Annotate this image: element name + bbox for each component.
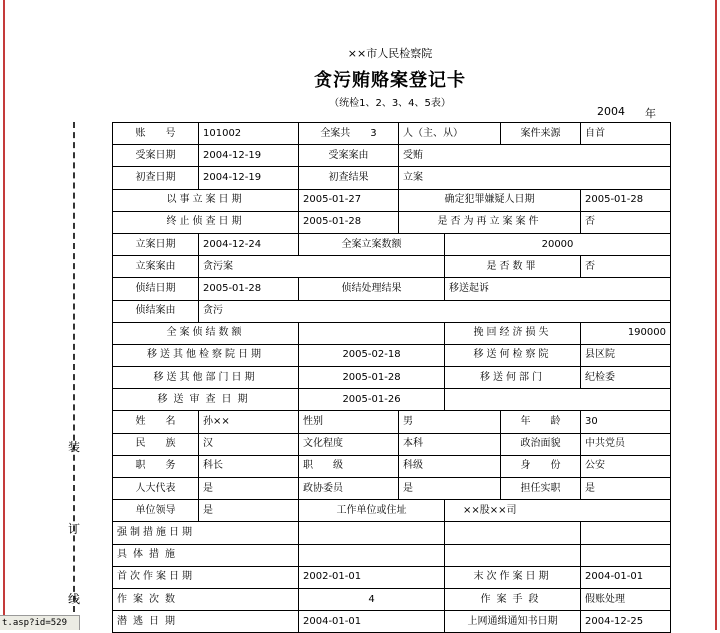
value-identity: 公安 bbox=[581, 455, 671, 477]
label-crime-count: 作案次数 bbox=[113, 588, 299, 610]
label-filing-cause: 立案案由 bbox=[113, 256, 199, 278]
form-row bbox=[113, 145, 671, 167]
form-row bbox=[113, 367, 671, 389]
form-row bbox=[113, 233, 671, 255]
page-title: 贪污贿赂案登记卡 bbox=[314, 70, 466, 91]
value-education: 本科 bbox=[399, 433, 501, 455]
label-transfer-dept-date: 移送其他部门日期 bbox=[113, 367, 299, 389]
value-account-no: 101002 bbox=[199, 123, 299, 145]
status-bar-url: t.asp?id=529 bbox=[0, 615, 80, 630]
value-ethnicity: 汉 bbox=[199, 433, 299, 455]
value-closing-result: 移送起诉 bbox=[445, 278, 671, 300]
value-crime-method: 假账处理 bbox=[581, 588, 671, 610]
binding-char-ding: 订 bbox=[68, 522, 81, 536]
value-transfer-procuratorate-date: 2005-02-18 bbox=[299, 344, 445, 366]
label-age: 年 龄 bbox=[501, 411, 581, 433]
label-total-persons: 全案共 3 bbox=[299, 123, 399, 145]
label-prelim-result: 初查结果 bbox=[299, 167, 399, 189]
binding-char-zhuang: 装 bbox=[68, 440, 81, 454]
binding-char-xian: 线 bbox=[68, 592, 81, 606]
form-row bbox=[113, 123, 671, 145]
label-holds-office: 担任实职 bbox=[501, 478, 581, 500]
form-row bbox=[113, 211, 671, 233]
empty-cell bbox=[299, 544, 445, 566]
label-wanted-notice-date: 上网通缉通知书日期 bbox=[445, 611, 581, 633]
label-gender: 性别 bbox=[299, 411, 399, 433]
value-name: 孙×× bbox=[199, 411, 299, 433]
form-row bbox=[113, 500, 671, 522]
value-wanted-notice-date: 2004-12-25 bbox=[581, 611, 671, 633]
label-closing-date: 侦结日期 bbox=[113, 278, 199, 300]
value-intake-date: 2004-12-19 bbox=[199, 145, 299, 167]
binding-dashed-line bbox=[73, 122, 75, 612]
value-case-by-fact-date: 2005-01-27 bbox=[299, 189, 399, 211]
empty-cell bbox=[581, 544, 671, 566]
form-row bbox=[113, 256, 671, 278]
label-reopened-case: 是否为再立案案件 bbox=[399, 211, 581, 233]
value-prelim-date: 2004-12-19 bbox=[199, 167, 299, 189]
organization-name: ××市人民检察院 bbox=[347, 47, 433, 60]
form-row bbox=[113, 588, 671, 610]
form-row bbox=[113, 322, 671, 344]
form-row bbox=[113, 300, 671, 322]
value-npc-deputy: 是 bbox=[199, 478, 299, 500]
value-transfer-dept: 纪检委 bbox=[581, 367, 671, 389]
value-reopened-case: 否 bbox=[581, 211, 671, 233]
label-cppcc-member: 政协委员 bbox=[299, 478, 399, 500]
form-row bbox=[113, 566, 671, 588]
value-unit-leader: 是 bbox=[199, 500, 299, 522]
label-suspect-confirmed-date: 确定犯罪嫌疑人日期 bbox=[399, 189, 581, 211]
case-registration-form bbox=[112, 122, 671, 633]
label-case-by-fact-date: 以事立案日期 bbox=[113, 189, 299, 211]
form-row bbox=[113, 544, 671, 566]
year-value: 2004 bbox=[597, 105, 625, 118]
label-first-crime-date: 首次作案日期 bbox=[113, 566, 299, 588]
value-flight-date: 2004-01-01 bbox=[299, 611, 445, 633]
form-row bbox=[113, 455, 671, 477]
value-cppcc-member: 是 bbox=[399, 478, 501, 500]
form-row bbox=[113, 433, 671, 455]
label-education: 文化程度 bbox=[299, 433, 399, 455]
value-holds-office: 是 bbox=[581, 478, 671, 500]
label-recovered-loss: 挽回经济损失 bbox=[445, 322, 581, 344]
form-row bbox=[113, 411, 671, 433]
value-position: 科长 bbox=[199, 455, 299, 477]
empty-cell bbox=[581, 522, 671, 544]
label-closing-result: 侦结处理结果 bbox=[299, 278, 445, 300]
label-intake-date: 受案日期 bbox=[113, 145, 199, 167]
page-subtitle: （统检1、2、3、4、5表） bbox=[329, 98, 451, 109]
value-crime-count: 4 bbox=[299, 588, 445, 610]
label-transfer-dept: 移送何部门 bbox=[445, 367, 581, 389]
value-filing-date: 2004-12-24 bbox=[199, 233, 299, 255]
value-gender: 男 bbox=[399, 411, 501, 433]
value-case-source: 自首 bbox=[581, 123, 671, 145]
label-ethnicity: 民 族 bbox=[113, 433, 199, 455]
form-row bbox=[113, 611, 671, 633]
form-row bbox=[113, 522, 671, 544]
label-multiple-crimes: 是否数罪 bbox=[445, 256, 581, 278]
label-crime-method: 作案手段 bbox=[445, 588, 581, 610]
value-suspect-confirmed-date: 2005-01-28 bbox=[581, 189, 671, 211]
empty-cell bbox=[445, 389, 671, 411]
value-transfer-dept-date: 2005-01-28 bbox=[299, 367, 445, 389]
value-recovered-loss: 190000 bbox=[581, 322, 671, 344]
value-multiple-crimes: 否 bbox=[581, 256, 671, 278]
empty-cell bbox=[445, 522, 581, 544]
label-position: 职 务 bbox=[113, 455, 199, 477]
form-row bbox=[113, 389, 671, 411]
label-prelim-date: 初查日期 bbox=[113, 167, 199, 189]
label-specific-measure: 具体措施 bbox=[113, 544, 299, 566]
value-closing-cause: 贪污 bbox=[199, 300, 671, 322]
value-review-date: 2005-01-26 bbox=[299, 389, 445, 411]
label-rank: 职 级 bbox=[299, 455, 399, 477]
label-transfer-procuratorate: 移送何检察院 bbox=[445, 344, 581, 366]
form-row bbox=[113, 167, 671, 189]
label-case-source: 案件来源 bbox=[501, 123, 581, 145]
label-coercive-measure-date: 强制措施日期 bbox=[113, 522, 299, 544]
value-filing-cause: 贪污案 bbox=[199, 256, 445, 278]
label-name: 姓 名 bbox=[113, 411, 199, 433]
form-row bbox=[113, 278, 671, 300]
form-row bbox=[113, 344, 671, 366]
label-persons-role: 人（主、从） bbox=[399, 123, 501, 145]
value-last-crime-date: 2004-01-01 bbox=[581, 566, 671, 588]
label-political-status: 政治面貌 bbox=[501, 433, 581, 455]
empty-cell bbox=[445, 544, 581, 566]
value-first-crime-date: 2002-01-01 bbox=[299, 566, 445, 588]
value-intake-cause: 受贿 bbox=[399, 145, 671, 167]
label-investigation-end-date: 终止侦查日期 bbox=[113, 211, 299, 233]
label-transfer-procuratorate-date: 移送其他检察院日期 bbox=[113, 344, 299, 366]
form-row bbox=[113, 478, 671, 500]
value-transfer-procuratorate: 县区院 bbox=[581, 344, 671, 366]
label-filing-amount: 全案立案数额 bbox=[299, 233, 445, 255]
form-row bbox=[113, 189, 671, 211]
value-closed-amount bbox=[299, 322, 445, 344]
value-age: 30 bbox=[581, 411, 671, 433]
label-intake-cause: 受案案由 bbox=[299, 145, 399, 167]
label-closing-cause: 侦结案由 bbox=[113, 300, 199, 322]
year-suffix: 年 bbox=[645, 107, 656, 120]
value-investigation-end-date: 2005-01-28 bbox=[299, 211, 399, 233]
label-last-crime-date: 末次作案日期 bbox=[445, 566, 581, 588]
label-filing-date: 立案日期 bbox=[113, 233, 199, 255]
label-identity: 身 份 bbox=[501, 455, 581, 477]
label-review-date: 移送审查日期 bbox=[113, 389, 299, 411]
label-closed-amount: 全案侦结数额 bbox=[113, 322, 299, 344]
value-workplace: ××股××司 bbox=[445, 500, 671, 522]
label-workplace: 工作单位或住址 bbox=[299, 500, 445, 522]
label-account-no: 账 号 bbox=[113, 123, 199, 145]
value-political-status: 中共党员 bbox=[581, 433, 671, 455]
value-filing-amount: 20000 bbox=[445, 233, 671, 255]
value-rank: 科级 bbox=[399, 455, 501, 477]
value-closing-date: 2005-01-28 bbox=[199, 278, 299, 300]
label-unit-leader: 单位领导 bbox=[113, 500, 199, 522]
label-flight-date: 潜逃日期 bbox=[113, 611, 299, 633]
label-npc-deputy: 人大代表 bbox=[113, 478, 199, 500]
value-prelim-result: 立案 bbox=[399, 167, 671, 189]
empty-cell bbox=[299, 522, 445, 544]
